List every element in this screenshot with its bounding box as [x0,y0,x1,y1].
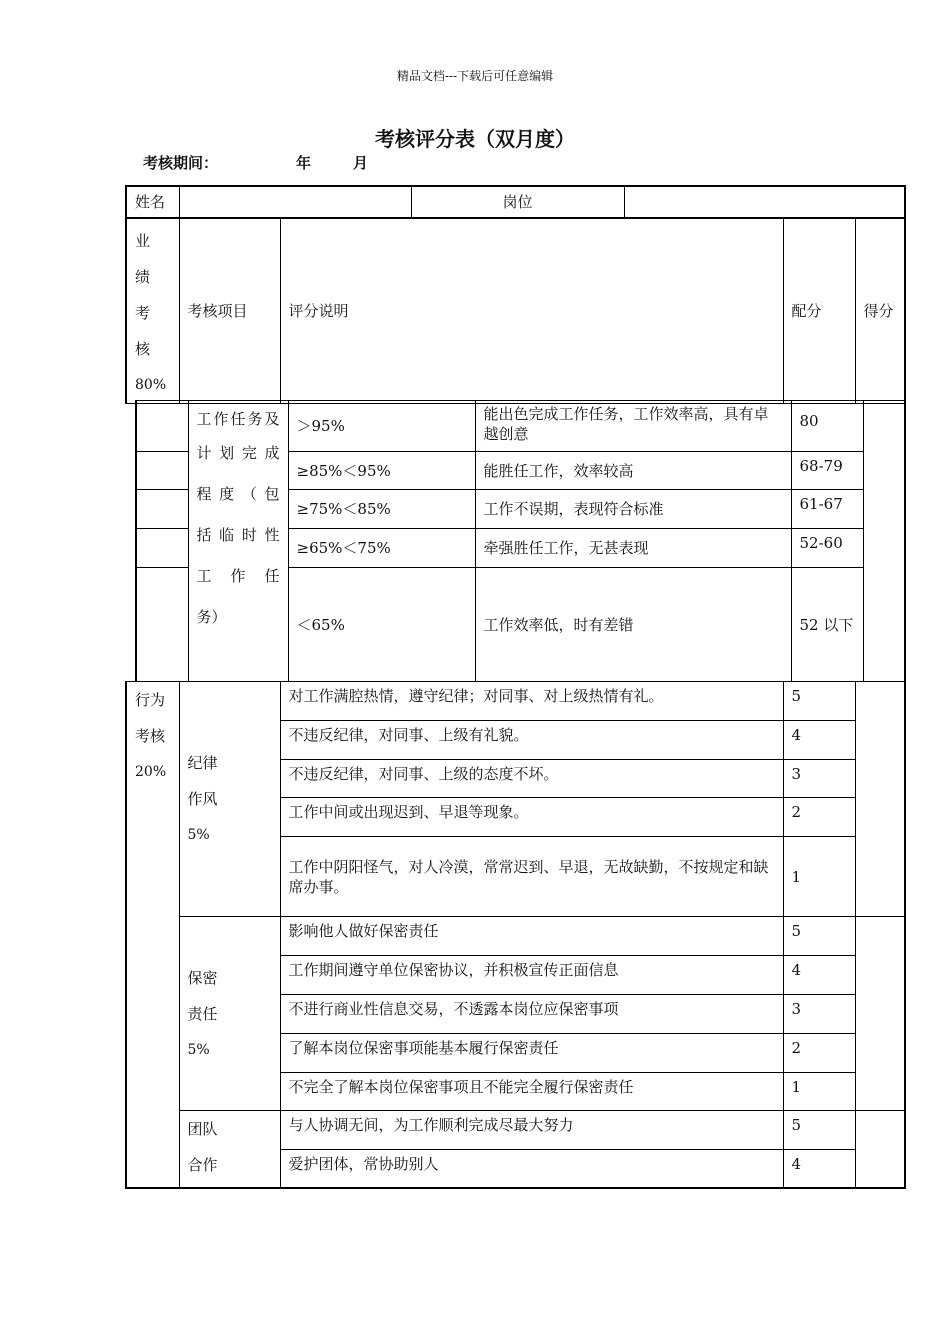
header-note: 精品文档---下载后可任意编辑 [396,69,554,83]
performance-label-line: 绩 [135,268,151,286]
points-cell: 52-60 [791,529,863,568]
performance-label-line: 核 [135,340,151,358]
item-line: 工 作 任 [196,567,280,585]
performance-blank-cell [136,529,188,568]
col-points-header: 配分 [783,219,855,404]
behavior-table [125,681,906,1187]
period-month-label: 月 [353,154,369,172]
performance-label-line: 80% [135,377,167,393]
behavior-points-cell: 2 [783,1034,855,1073]
group-label-line: 团队 [187,1120,218,1138]
performance-item-cell [188,401,288,682]
behavior-points-cell: 3 [783,760,855,798]
range-cell: ＞95% [288,401,475,452]
points-cell: 61-67 [791,490,863,529]
behavior-label-line: 20% [135,764,167,780]
performance-section-label [126,219,179,404]
behavior-label-line: 考核 [135,727,166,745]
behavior-points-cell: 5 [783,682,855,721]
item-line: 工作任务及 [196,410,280,428]
group-confidentiality-label [179,917,280,1111]
points-cell: 80 [791,401,863,452]
performance-header-table [125,218,906,400]
group-discipline-score-cell[interactable] [855,682,905,917]
behavior-desc-cell: 不违反纪律，对同事、上级的态度不坏。 [280,760,783,798]
group-teamwork-score-cell[interactable] [855,1111,905,1188]
behavior-points-cell: 5 [783,1111,855,1150]
item-line: 程度（包 [196,485,280,503]
behavior-desc-cell: 工作期间遵守单位保密协议，并积极宣传正面信息 [280,956,783,995]
behavior-points-cell: 3 [783,995,855,1034]
behavior-desc-cell: 不完全了解本岗位保密事项且不能完全履行保密责任 [280,1073,783,1111]
basic-info-table [125,185,906,218]
page-title: 考核评分表（双月度） [375,127,575,151]
group-label-line: 责任 [187,1004,218,1023]
col-score-header: 得分 [855,219,905,404]
behavior-desc-cell: 工作中阴阳怪气，对人冷漠，常常迟到、早退，无故缺勤，不按规定和缺席办事。 [280,837,783,917]
behavior-points-cell: 4 [783,721,855,760]
performance-rows-table [135,400,906,681]
performance-blank-cell [136,401,188,452]
behavior-desc-cell: 影响他人做好保密责任 [280,917,783,956]
behavior-desc-cell: 了解本岗位保密事项能基本履行保密责任 [280,1034,783,1073]
behavior-desc-cell: 对工作满腔热情，遵守纪律；对同事、对上级热情有礼。 [280,682,783,721]
behavior-points-cell: 4 [783,1150,855,1188]
performance-label-line: 考 [135,304,151,322]
behavior-points-cell: 1 [783,1073,855,1111]
group-label-line: 5% [187,1041,210,1058]
desc-cell: 能胜任工作，效率较高 [475,452,791,490]
group-teamwork-label [179,1111,280,1188]
range-cell: ≥65%＜75% [288,529,475,568]
range-cell: ≥75%＜85% [288,490,475,529]
behavior-label-line: 行为 [135,691,166,709]
col-desc-header: 评分说明 [280,219,783,404]
group-label-line: 作风 [187,790,218,808]
group-discipline-label [179,682,280,917]
desc-cell: 工作不误期，表现符合标准 [475,490,791,529]
item-line: 括临时性 [196,526,280,544]
desc-cell: 工作效率低，时有差错 [475,568,791,682]
behavior-points-cell: 2 [783,798,855,837]
name-label: 姓名 [126,186,179,218]
performance-blank-cell [136,452,188,490]
item-line: 计划完成 [196,444,280,462]
group-confidentiality-score-cell[interactable] [855,917,905,1111]
performance-score-cell[interactable] [863,401,905,682]
behavior-desc-cell: 工作中间或出现迟到、早退等现象。 [280,798,783,837]
desc-cell: 牵强胜任工作，无甚表现 [475,529,791,568]
behavior-points-cell: 4 [783,956,855,995]
points-cell: 52 以下 [791,568,863,682]
col-item-header: 考核项目 [179,219,280,404]
group-label-line: 5% [187,827,210,843]
behavior-desc-cell: 与人协调无间，为工作顺利完成尽最大努力 [280,1111,783,1150]
post-label: 岗位 [411,186,624,218]
behavior-desc-cell: 不违反纪律，对同事、上级有礼貌。 [280,721,783,760]
range-cell: ≥85%＜95% [288,452,475,490]
performance-label-line: 业 [135,232,151,250]
performance-blank-cell [136,490,188,529]
range-cell: ＜65% [288,568,475,682]
behavior-desc-cell: 不进行商业性信息交易，不透露本岗位应保密事项 [280,995,783,1034]
name-value-cell[interactable] [179,186,411,218]
behavior-desc-cell: 爱护团体，常协助别人 [280,1150,783,1188]
post-value-cell[interactable] [624,186,905,218]
behavior-points-cell: 1 [783,837,855,917]
performance-blank-cell [136,568,188,682]
period-year-label: 年 [296,154,312,172]
group-label-line: 合作 [187,1156,218,1174]
group-label-line: 纪律 [187,754,218,772]
period-label: 考核期间： [143,154,219,172]
group-label-line: 保密 [187,968,218,987]
item-line: 务） [196,608,227,626]
behavior-points-cell: 5 [783,917,855,956]
behavior-section-label [126,682,179,1188]
points-cell: 68-79 [791,452,863,490]
desc-cell: 能出色完成工作任务，工作效率高，具有卓越创意 [475,401,791,452]
